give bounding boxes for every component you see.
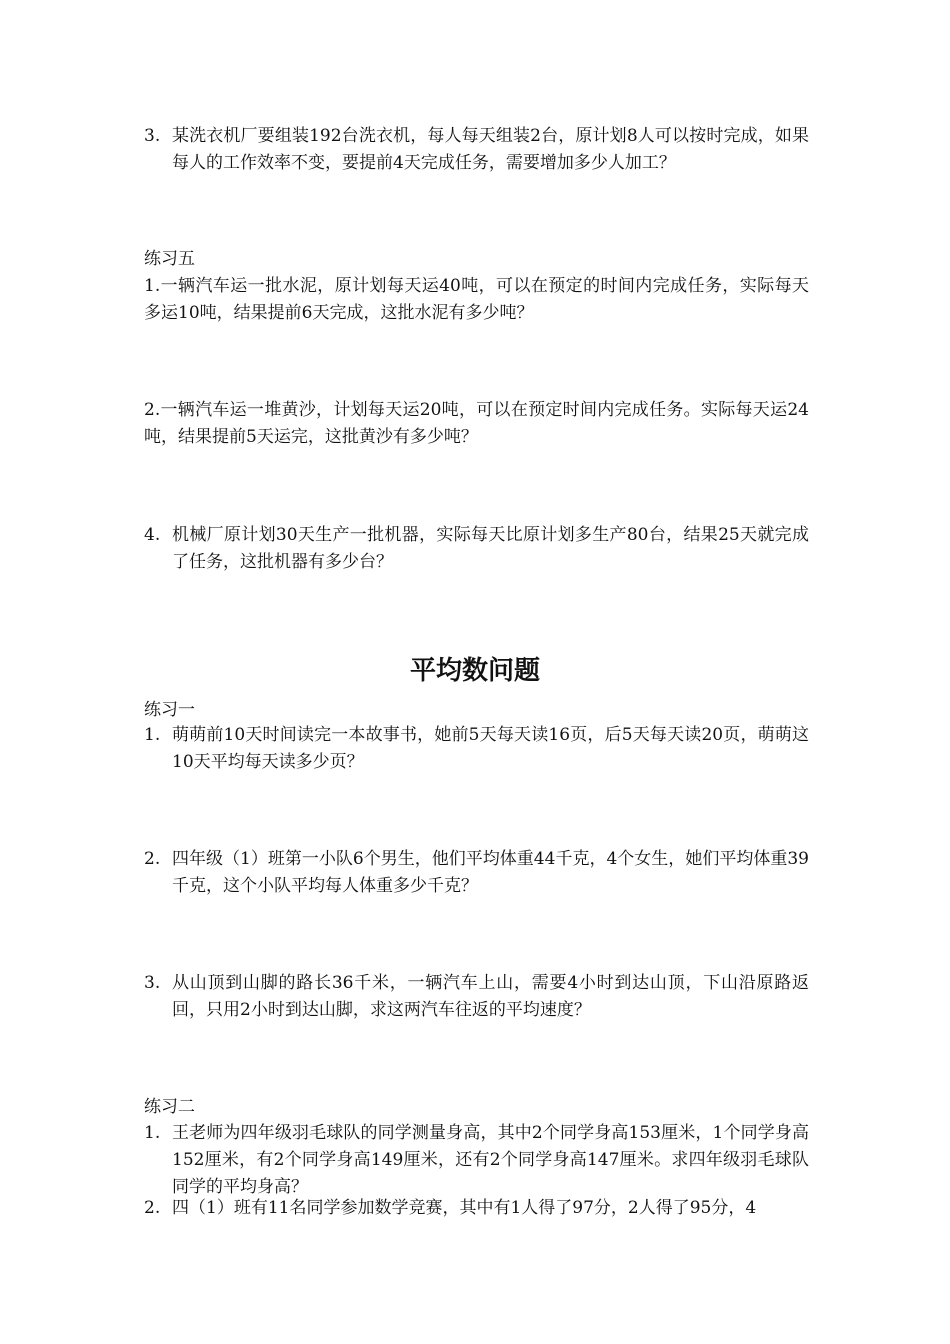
- practice-5-problem-2: [144, 397, 809, 451]
- practice-5-problem-1: [144, 273, 809, 327]
- problem-text: 机械厂原计划30天生产一批机器，实际每天比原计划多生产80台，结果25天就完成了任务，这批机器有多少台？: [172, 525, 809, 572]
- problem-number: 4.: [144, 525, 161, 545]
- problem-number: 3.: [144, 973, 161, 993]
- problem-3: [144, 123, 809, 177]
- section-label: 练习二: [144, 1097, 195, 1117]
- problem-number: 2.: [144, 849, 161, 869]
- problem-text: 从山顶到山脚的路长36千米，一辆汽车上山，需要4小时到达山顶，下山沿原路返回，只用2小时到达山脚，求这两汽车往返的平均速度？: [172, 973, 809, 1020]
- average-problem-1: [144, 722, 809, 776]
- problem-number: 2.: [144, 1198, 161, 1218]
- problem-number: 3.: [144, 126, 161, 146]
- practice-5-problem-4: [144, 522, 809, 576]
- average-problem-3: [144, 970, 809, 1024]
- average-problem-2: [144, 846, 809, 900]
- problem-number: 1.: [144, 1123, 161, 1143]
- problem-number: 1.: [144, 725, 161, 745]
- practice-2-problem-2: [144, 1195, 809, 1222]
- problem-text: 某洗衣机厂要组装192台洗衣机，每人每天组装2台，原计划8人可以按时完成，如果每人的工作效率不变，要提前4天完成任务，需要增加多少人加工？: [172, 126, 809, 173]
- section-label: 练习一: [144, 700, 195, 720]
- problem-text: 1.一辆汽车运一批水泥，原计划每天运40吨，可以在预定的时间内完成任务，实际每天多运10吨，结果提前6天完成，这批水泥有多少吨？: [144, 276, 809, 323]
- practice-2-label: [144, 1094, 809, 1121]
- section-title: 平均数问题: [409, 656, 540, 686]
- problem-text: 四（1）班有11名同学参加数学竞赛，其中有1人得了97分，2人得了95分，4: [172, 1198, 757, 1218]
- problem-text: 2.一辆汽车运一堆黄沙，计划每天运20吨，可以在预定时间内完成任务。实际每天运24吨，结果提前5天运完，这批黄沙有多少吨？: [144, 400, 809, 447]
- problem-text: 萌萌前10天时间读完一本故事书，她前5天每天读16页，后5天每天读20页，萌萌这10天平均每天读多少页？: [172, 725, 809, 772]
- practice-2-problem-1: [144, 1120, 809, 1201]
- problem-text: 王老师为四年级羽毛球队的同学测量身高，其中2个同学身高153厘米，1个同学身高152厘米，有2个同学身高149厘米，还有2个同学身高147厘米。求四年级羽毛球队同学的平均身高？: [172, 1123, 809, 1197]
- practice-5-label: [144, 246, 809, 273]
- section-label: 练习五: [144, 249, 195, 269]
- problem-text: 四年级（1）班第一小队6个男生，他们平均体重44千克，4个女生，她们平均体重39千克，这个小队平均每人体重多少千克？: [172, 849, 809, 896]
- practice-1-label: [144, 697, 809, 724]
